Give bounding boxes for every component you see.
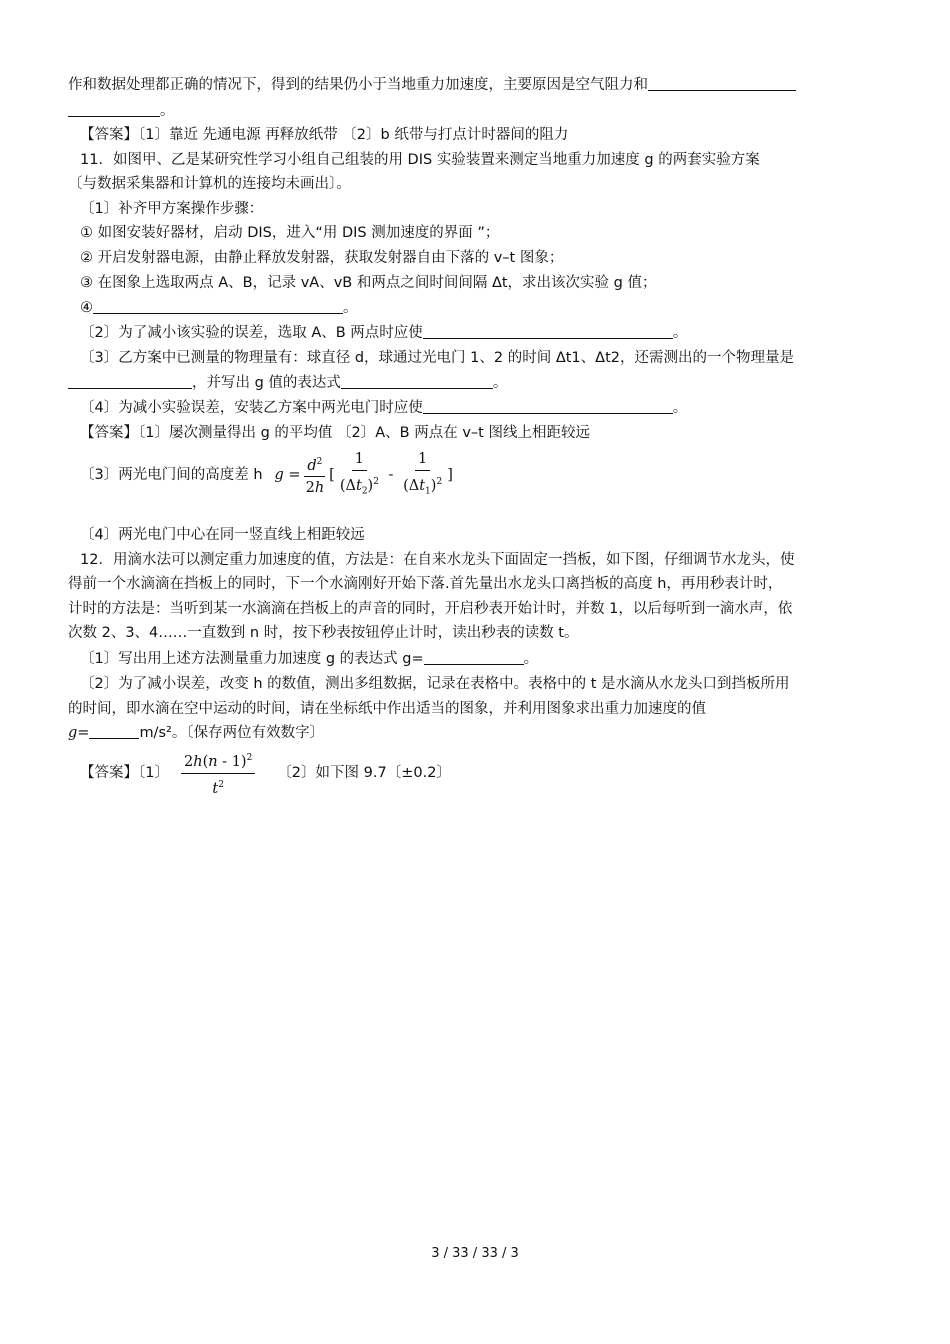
question-11-line: 〔与数据采集器和计算机的连接均未画出〕。 xyxy=(68,176,351,192)
step-2: ② 开启发射器电源，由静止释放发射器，获取发射器自由下落的 v–t 图象； xyxy=(80,250,564,266)
question-12-part1: 〔1〕写出用上述方法测量重力加速度 g 的表达式 g= 。 xyxy=(80,648,538,670)
question-12-line: 次数 2、3、4……一直数到 n 时，按下秒表按钮停止计时，读出秒表的读数 t。 xyxy=(68,625,579,641)
question-11-part3-cont: ，并写出 g 值的表达式 。 xyxy=(68,372,507,394)
answer-blank[interactable] xyxy=(424,648,524,665)
text-line xyxy=(68,74,796,96)
question-12-part2: 〔2〕为了减小误差，改变 h 的数值，测出多组数据，记录在表格中。表格中的 t 是水滴从水龙头口到挡板所用 xyxy=(80,676,790,692)
answer-line: 【答案】〔1〕靠近 先通电源 再释放纸带 〔2〕b 纸带与打点计时器间的阻力 xyxy=(80,127,569,143)
question-11-part4: 〔4〕为减小实验误差，安装乙方案中两光电门时应使 。 xyxy=(80,397,687,419)
question-12-line: 得前一个水滴滴在挡板上的同时，下一个水滴刚好开始下落.首先量出水龙头口离挡板的高度 h，再用秒表计时， xyxy=(68,576,783,592)
text: 作和数据处理都正确的情况下，得到的结果仍小于当地重力加速度，主要原因是空气阻力和 xyxy=(68,77,648,93)
g-formula: g = $\frac{d^2}{2h}$ [ $\frac{1}{(\Delta t_2)^2}$ - $\frac{1}{(\Delta t_1)^2}$ ] xyxy=(274,450,453,497)
answer-line: 【答案】〔1〕屡次测量得出 g 的平均值 〔2〕A、B 两点在 v–t 图线上相距较远 xyxy=(80,425,590,441)
drip-formula: $\frac{2h(n - 1)^2}{t^2}$ xyxy=(181,749,255,798)
answer-4-line: 〔4〕两光电门中心在同一竖直线上相距较远 xyxy=(80,527,365,543)
question-11-part1: 〔1〕补齐甲方案操作步骤： xyxy=(80,201,264,217)
answer-3-line: 〔3〕两光电门间的高度差 h g = $\frac{d^2}{2h}$ [ $\frac{1}{(\Delta t_2)^2}$ - $\frac{1}{(\Delta t_1)^2}$ ] xyxy=(80,450,453,500)
question-11-part2: 〔2〕为了减小该实验的误差，选取 A、B 两点时应使 。 xyxy=(80,322,687,344)
answer-blank[interactable] xyxy=(68,372,192,389)
answer-blank[interactable] xyxy=(89,722,139,739)
step-3: ③ 在图象上选取两点 A、B，记录 vA、vB 和两点之间时间间隔 Δt，求出该次实验 g 值； xyxy=(80,275,657,291)
answer-blank[interactable] xyxy=(93,297,343,314)
answer-line: 【答案】〔1〕 $\frac{2h(n - 1)^2}{t^2}$ 〔2〕如下图 9.7〔±0.2〕 xyxy=(80,748,451,798)
step-4: ④ 。 xyxy=(80,297,358,319)
step-1: ① 如图安装好器材，启动 DIS，进入“用 DIS 测加速度的界面 ”； xyxy=(80,225,500,241)
answer-blank[interactable] xyxy=(341,372,493,389)
page-footer: 3 / 33 / 33 / 3 xyxy=(431,1246,519,1261)
question-12-part2-cont: g= m/s²。〔保存两位有效数字〕 xyxy=(68,722,324,744)
answer-blank[interactable] xyxy=(423,397,673,414)
question-12-line: 计时的方法是：当听到某一水滴滴在挡板上的声音的同时，开启秒表开始计时，并数 1，以后每听到一滴水声，依 xyxy=(68,601,793,617)
answer-blank[interactable] xyxy=(648,74,796,91)
answer-blank[interactable] xyxy=(423,322,673,339)
answer-blank[interactable] xyxy=(68,100,160,117)
text-line: 。 xyxy=(68,100,175,122)
question-12-part2-cont: 的时间，即水滴在空中运动的时间，请在坐标纸中作出适当的图象，并利用图象求出重力加速度的值 xyxy=(68,701,706,717)
question-11-line: 11．如图甲、乙是某研究性学习小组自己组装的用 DIS 实验装置来测定当地重力加速度 g 的两套实验方案 xyxy=(80,152,760,168)
question-11-part3: 〔3〕乙方案中已测量的物理量有：球直径 d，球通过光电门 1、2 的时间 Δt1、Δt2，还需测出的一个物理量是 xyxy=(80,350,794,366)
question-12-line: 12．用滴水法可以测定重力加速度的值，方法是：在自来水龙头下面固定一挡板，如下图，仔细调节水龙头，使 xyxy=(80,552,795,568)
